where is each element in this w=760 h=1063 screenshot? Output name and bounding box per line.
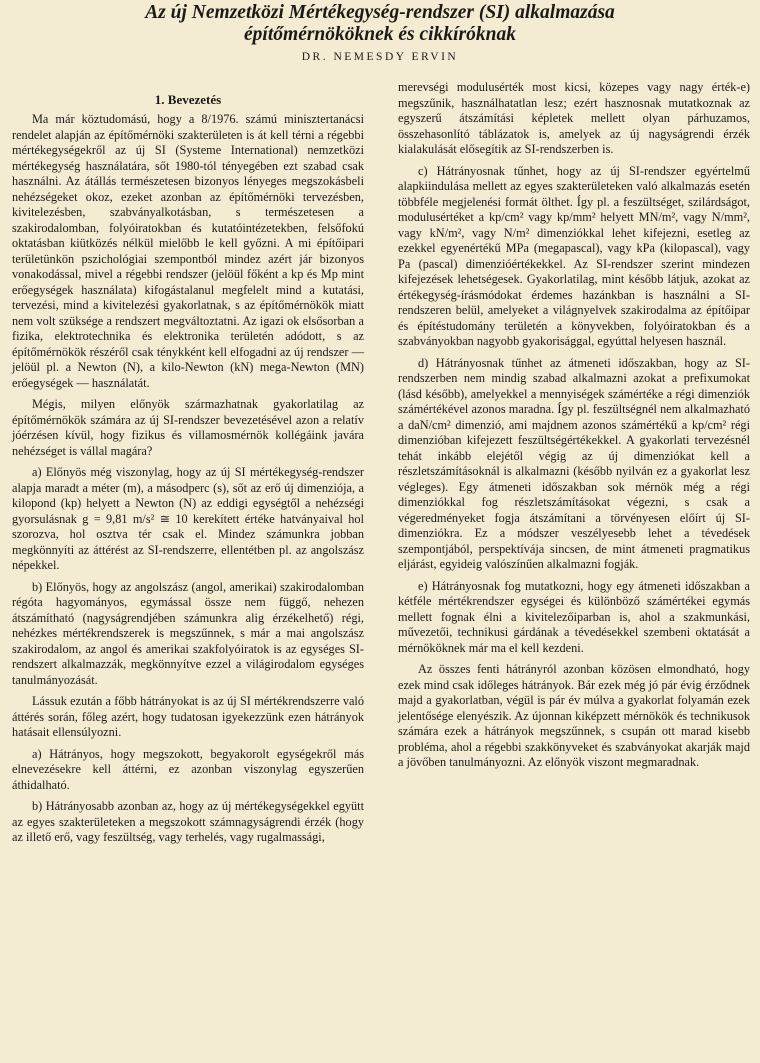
- paragraph: Mégis, milyen előnyök származhatnak gyakorlatilag az építőmérnökök számára az új SI-rendszer bevezetésével azon a relatív jóérzésen kívül, hogy fizikus és villamosmérnök kollégáink javára nehézséget is vállal magára?: [12, 397, 364, 458]
- paragraph: merevségi modulusérték most kicsi, közepes vagy nagy érték-e) megszűnik, használhatatlan lesz; ezért hasznosnak mutatkoznak az egyszerű átszámítási képletek mellett olyan párhuzamos, összehasonlító táblázatok is, amelyek az új nagyságrendi érzék kialakulását elősegítik az SI-rendszerben is.: [398, 80, 750, 156]
- paragraph: e) Hátrányosnak fog mutatkozni, hogy egy átmeneti időszakban a kétféle mértékrendszer egységei és különböző számértékei egymás mellett fognak élni a kivitelezőiparban is, ahol a szakmunkási, művezetői, technikusi gárdának a tévedésekkel szembeni oktatását a mérnököknek már ma el kell kezdeni.: [398, 578, 750, 655]
- right-column: [398, 80, 750, 777]
- author-name: DR. NEMESDY ERVIN: [301, 51, 459, 63]
- left-column: [12, 92, 364, 852]
- paragraph: Lássuk ezután a főbb hátrányokat is az új SI mértékrendszerre való áttérés során, főleg azért, hogy tudatosan igyekezzünk ezen hátrányok hatásait ellensúlyozni.: [12, 694, 364, 739]
- paragraph: d) Hátrányosnak tűnhet az átmeneti időszakban, hogy az SI-rendszerben nem mindig szabad alkalmazni azokat a prefixumokat (lásd később), amelyekkel a mennyiségek számértéke a régi dimenziók számértékével azonos maradna. Így pl. feszültségnél nem alkalmazható a daN/cm² dimenzió, ami majdnem azonos számértékű a kp/cm² régi dimenzióban kifejezett feszültségértékekkel. A gyakorlati tervezésnél tehát inkább elejétől végig az új dimenziókat kell a részletszámításoknál is alkalmazni (később nyilván ez a gyakorlat lesz végleges). Egy átmeneti időszakban sok mérnök még a régi dimenziókkal fog részletszámításokat végezni, s csak a végeredményeket fogja átszámítani a törvényesen előírt új SI-dimenziókra. Ez a módszer veszélyesebb lehet a tévedések szempontjából, perspektívája sincsen, de mint átmeneti pragmatikus eljárást, egyideig valószínűen alkalmazni fogják.: [398, 355, 750, 571]
- article-title: [0, 2, 760, 45]
- paragraph: a) Hátrányos, hogy megszokott, begyakorolt egységekről más elnevezésekre kell áttérni, ez azonban viszonylag egyszerűen áthidalható.: [12, 746, 364, 792]
- title-line-1: Az új Nemzetközi Mértékegység-rendszer (SI) alkalmazása: [145, 2, 615, 23]
- paragraph: Az összes fenti hátrányról azonban közösen elmondható, hogy ezek mind csak időleges hátrányok. Bár ezek még jó pár évig érződnek majd a gyakorlatban, végül is pár év múlva a gyakorlat folyamán ezek jelentősége elenyészik. Az újonnan kiképzett mérnökök és technikusok számára ezek a hátrányok megszűnnek, s csupán ott marad kisebb probléma, ahol a régebbi szakkönyveket és szabványokat akarják majd a jövőben tanulmányozni. Az előnyök viszont megmaradnak.: [398, 662, 750, 769]
- paragraph: c) Hátrányosnak tűnhet, hogy az új SI-rendszer egyértelmű alapkiindulása mellett az egyes szakterületeken való alkalmazás esetén többféle megjelenési formát ölthet. Így pl. a feszültséget, szilárdságot, modulusértéket a kp/cm² vagy kp/mm² helyett MN/m², vagy N/mm², vagy kN/m², vagy N/m² dimenziókkal lehet kifejezni, esetleg az ezekkel egyenértékű MPa (megapascal), vagy kPa (kilopascal), vagy Pa (pascal) dimenzióértékekkel. Az SI-rendszer szerint mindezen kifejezések lehetségesek. Gyakorlatilag, mint később látjuk, azokat az értékegység-írásmódokat érdemes hazánkban is használni a SI-rendszeren belül, amelyeket a világnyelvek szakirodalma az építőipar és építéstudomány területén a könyvekben, folyóiratokban és a szabványokban nagyobb gyakorisággal, egyúttal helyesen használ.: [398, 163, 750, 348]
- paragraph: Ma már köztudomású, hogy a 8/1976. számú minisztertanácsi rendelet alapján az építőmérnöki szakterületen is át kell térni a régebbi mértékegységekről az új SI (Systeme International) nemzetközi mértékegység használatára, sőt 1980-tól tényegében ezt szabad csak használni. Az átállás természetesen bizonyos lényeges megszokásbeli nehézségeket okoz, ezeket azonban az építőmérnöki tervezésben, kivitelezésben, szabványalkotásban, s természetesen a szakirodalomban, folyóiratokban és kutatóintézetekben, felsőfokú oktatásban kiütközés nélkül mielőbb le kell győzni. A mi építőipari területünkön pszichológiai szempontból mindez azért jár bizonyos vonakodással, mivel a régebbi rendszer (jelöül főként a kp és Mp mint erőegységek használata) kifogástalanul megfelelt mind a kutatási, tervezési, mind a kivitelezési gyakorlatnak, s az építőmérnökök miatt nem volt szüksége a rendszert megváltoztatni. Az igazi ok elsősorban a fizika, elektrotechnika és elektronika területén adódott, s az építőmérnökök részéről csak ténykként kell elfogadni az új rendszer — jelöül pl. a Newton (N), a kilo-Newton (kN) mega-Newton (MN) erőegységek — használatát.: [12, 112, 364, 390]
- paragraph: a) Előnyös még viszonylag, hogy az új SI mértékegység-rendszer alapja maradt a méter (m), a másodperc (s), sőt az erő új dimenziója, a kilopond (kp) helyett a Newton (N) az eddigi egységtől a nehézségi gyorsulásnak g = 9,81 m/s² ≅ 10 kerekített értéke hatványaival hol szorozva, hol osztva tér csak el. Mindez számunkra jobban megkönnyíti az áttérést az SI-rendszerre, ellentétben pl. az angolszász népekkel.: [12, 465, 364, 572]
- paragraph: b) Hátrányosabb azonban az, hogy az új mértékegységekkel együtt az egyes szakterületeken a megszokott számnagyságrendi érzék (hogy az illető erő, vagy feszültség, vagy terhelés, vagy rugalmassági,: [12, 799, 364, 844]
- paragraph: b) Előnyös, hogy az angolszász (angol, amerikai) szakirodalomban régóta hagyományos, egymással össze nem függő, nehezen átszámítható (nagyságrendjében számunkra alig érzékelhető) régi, nehézkes mértékrendszerek is megszűnnek, s már a mai angolszász szakirodalom, az angol és amerikai szakfolyóiratok is az egységes SI-rendszert alkalmazzák, megkönnyítve ezzel a világirodalom egységes tanulmányozását.: [12, 579, 364, 687]
- title-line-2: építőmérnököknek és cikkíróknak: [244, 23, 516, 45]
- section-heading: 1. Bevezetés: [154, 92, 222, 107]
